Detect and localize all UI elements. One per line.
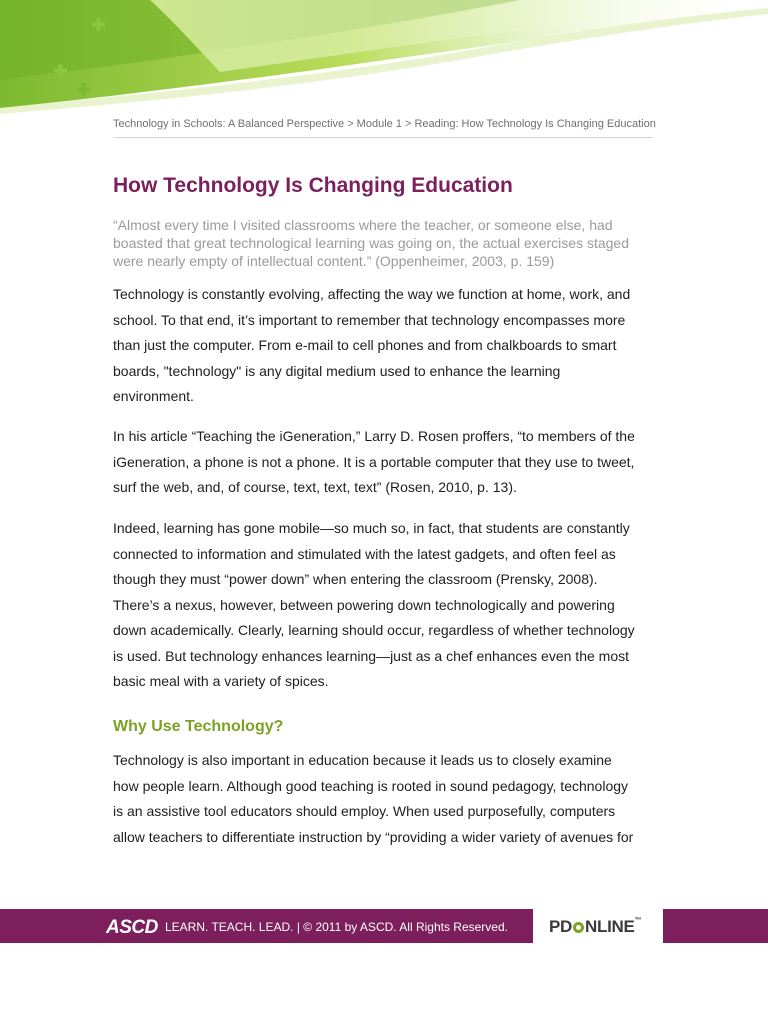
body-paragraph <box>113 424 658 501</box>
footer-tagline: LEARN. TEACH. LEAD. | © 2011 by ASCD. All Rights Reserved. <box>165 920 508 934</box>
plus-cross-icon <box>54 64 67 77</box>
paragraph-line: boards, "technology" is any digital medium used to enhance the learning <box>113 362 561 379</box>
paragraph-line: how people learn. Although good teaching is rooted in sound pedagogy, technology <box>113 777 629 794</box>
body-paragraph <box>113 282 658 410</box>
page-title: How Technology Is Changing Education <box>113 174 513 197</box>
body-paragraph <box>113 516 658 695</box>
quote-line: “Almost every time I visited classrooms where the teacher, or someone else, had <box>113 217 613 233</box>
paragraph-line: connected to information and stimulated with the latest gadgets, and often feel as <box>113 545 616 562</box>
paragraph-line: school. To that end, it’s important to remember that technology encompasses more <box>113 311 626 328</box>
footer-bar <box>0 909 768 943</box>
breadcrumb-divider <box>113 137 653 138</box>
circle-o-icon <box>573 922 584 933</box>
paragraph-line: There’s a nexus, however, between powering down technologically and powering <box>113 596 615 613</box>
pd-online-logo: PD NLINE™ <box>549 917 642 936</box>
section-heading: Why Use Technology? <box>113 718 284 735</box>
paragraph-line: than just the computer. From e-mail to cell phones and from chalkboards to smart <box>113 337 617 353</box>
paragraph-line: is used. But technology enhances learning—just as a chef enhances even the most <box>113 647 629 664</box>
plus-cross-icon <box>92 18 105 31</box>
paragraph-line: though they must “power down” when entering the classroom (Prensky, 2008). <box>113 571 598 587</box>
body-paragraph <box>113 748 658 850</box>
paragraph-line: down academically. Clearly, learning should occur, regardless of whether technology <box>113 622 635 638</box>
plus-cross-icon <box>77 83 90 96</box>
quote-line: were nearly empty of intellectual content.” (Oppenheimer, 2003, p. 159) <box>113 253 555 269</box>
epigraph-quote <box>113 216 653 270</box>
paragraph-line: Technology is constantly evolving, affecting the way we function at home, work, and <box>113 286 631 302</box>
paragraph-line: basic meal with a variety of spices. <box>113 673 329 689</box>
paragraph-line: Indeed, learning has gone mobile—so much so, in fact, that students are constantly <box>113 520 630 536</box>
ascd-logo: ASCD <box>106 917 158 938</box>
paragraph-line: is an assistive tool educators should employ. When used purposefully, computers <box>113 803 616 819</box>
paragraph-line: allow teachers to differentiate instruction by “providing a wider variety of avenues for <box>113 828 634 845</box>
paragraph-line: iGeneration, a phone is not a phone. It is a portable computer that they use to tweet, <box>113 453 635 470</box>
paragraph-line: surf the web, and, of course, text, text, text” (Rosen, 2010, p. 13). <box>113 479 517 495</box>
paragraph-line: Technology is also important in education because it leads us to closely examine <box>113 752 612 768</box>
pd-online-logo-box <box>533 909 663 943</box>
paragraph-line: environment. <box>113 388 194 404</box>
paragraph-line: In his article “Teaching the iGeneration,” Larry D. Rosen proffers, “to members of the <box>113 428 635 444</box>
breadcrumb: Technology in Schools: A Balanced Perspective > Module 1 > Reading: How Technology Is Changing Education <box>113 118 656 130</box>
quote-line: boasted that great technological learning was going on, the actual exercises staged <box>113 235 630 251</box>
